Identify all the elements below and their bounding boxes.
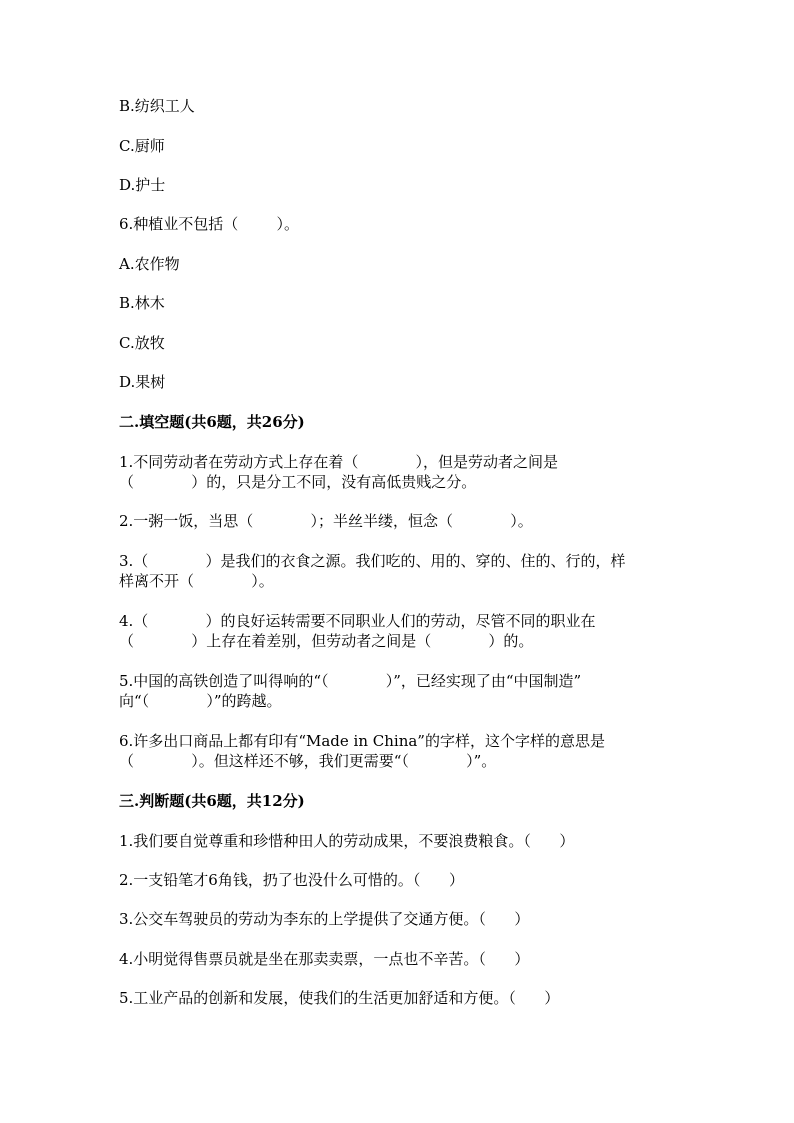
option-a-crops: A.农作物 [119, 255, 180, 273]
judge-item-2: 2.一支铅笔才6角钱，扔了也没什么可惜的。（ ） [119, 871, 464, 889]
fill-item-4-line-2: （ ）上存在着差别，但劳动者之间是（ ）的。 [119, 632, 534, 650]
section-fill-blank-heading: 二.填空题(共6题，共26分) [119, 413, 305, 431]
fill-item-6-line-2: （ ）。但这样还不够，我们更需要“（ ）”。 [119, 752, 497, 770]
question-6-stem: 6.种植业不包括（ ）。 [119, 215, 299, 233]
fill-item-1-line-1: 1.不同劳动者在劳动方式上存在着（ ），但是劳动者之间是 [119, 453, 559, 471]
fill-item-3-line-1: 3.（ ）是我们的衣食之源。我们吃的、用的、穿的、住的、行的，样 [119, 552, 626, 570]
option-c-chef: C.厨师 [119, 137, 165, 155]
option-b-textile-worker: B.纺织工人 [119, 97, 195, 115]
option-d-nurse: D.护士 [119, 176, 166, 194]
fill-item-4-line-1: 4.（ ）的良好运转需要不同职业人们的劳动，尽管不同的职业在 [119, 612, 596, 630]
fill-item-5-line-2: 向“（ ）”的跨越。 [119, 692, 282, 710]
fill-item-3-line-2: 样离不开（ ）。 [119, 572, 274, 590]
judge-item-1: 1.我们要自觉尊重和珍惜种田人的劳动成果，不要浪费粮食。（ ） [119, 832, 575, 850]
fill-item-5-line-1: 5.中国的高铁创造了叫得响的“（ ）”，已经实现了由“中国制造” [119, 672, 582, 690]
option-d-fruit-trees: D.果树 [119, 373, 166, 391]
option-b-forest: B.林木 [119, 294, 165, 312]
fill-item-2-line-1: 2.一粥一饭，当思（ ）；半丝半缕，恒念（ ）。 [119, 512, 533, 530]
option-c-grazing: C.放牧 [119, 334, 165, 352]
judge-item-3: 3.公交车驾驶员的劳动为李东的上学提供了交通方便。（ ） [119, 910, 530, 928]
judge-item-5: 5.工业产品的创新和发展，使我们的生活更加舒适和方便。（ ） [119, 989, 560, 1007]
judge-item-4: 4.小明觉得售票员就是坐在那卖卖票，一点也不辛苦。（ ） [119, 950, 530, 968]
section-judgement-heading: 三.判断题(共6题，共12分) [119, 792, 305, 810]
fill-item-1-line-2: （ ）的，只是分工不同，没有高低贵贱之分。 [119, 473, 477, 491]
fill-item-6-line-1: 6.许多出口商品上都有印有“Made in China”的字样，这个字样的意思是 [119, 732, 605, 750]
